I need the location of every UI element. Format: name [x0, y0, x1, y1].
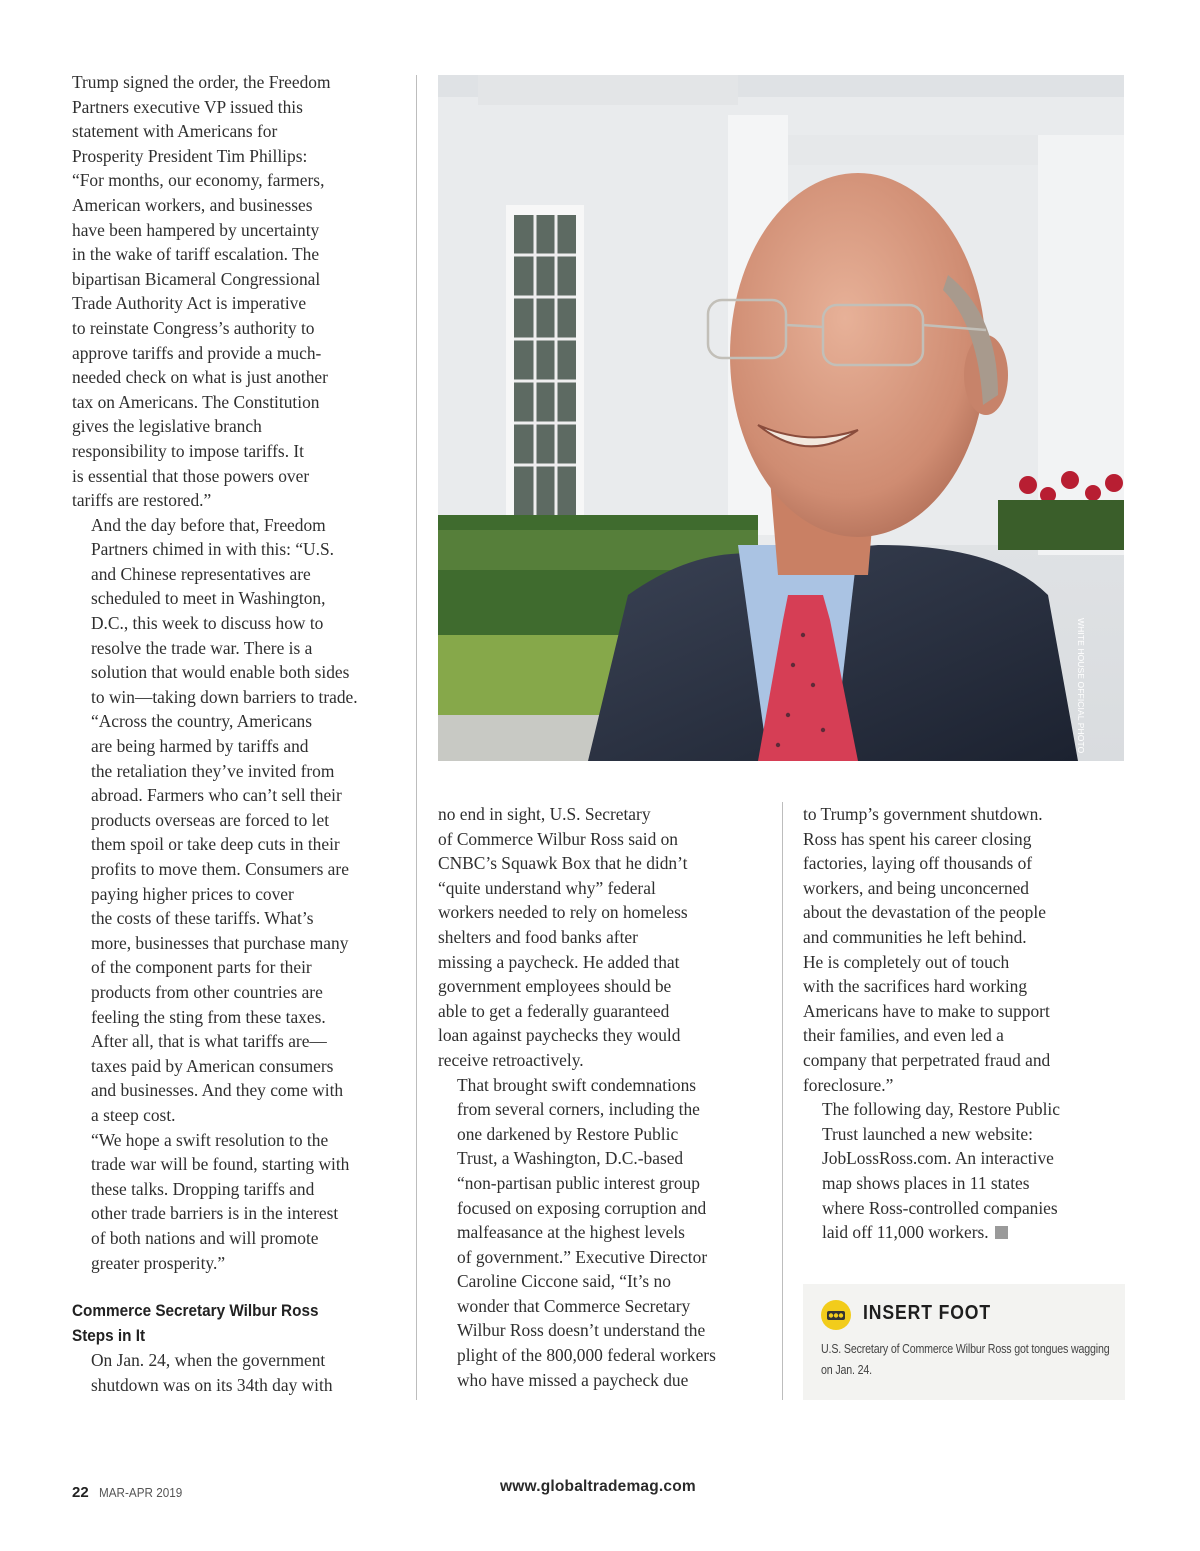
text-line: and businesses. And they come with: [91, 1080, 344, 1101]
text-line: resolve the trade war. There is a: [91, 637, 313, 658]
text-line: are being harmed by tariffs and: [91, 736, 309, 757]
text-line: Americans have to make to support: [803, 1000, 1050, 1021]
text-line: of government.” Executive Director: [457, 1246, 708, 1267]
text-line: Partners executive VP issued this: [72, 96, 303, 117]
text-line: workers, and being unconcerned: [803, 877, 1029, 898]
text-line: “quite understand why” federal: [438, 877, 656, 898]
paragraph: [72, 1128, 402, 1276]
text-line: government employees should be: [438, 976, 672, 997]
end-mark-icon: [995, 1226, 1008, 1239]
folio: [72, 1484, 192, 1502]
text-line: D.C., this week to discuss how to: [91, 613, 324, 634]
paragraph: [803, 802, 1128, 1097]
text-line: taxes paid by American consumers: [91, 1055, 334, 1076]
text-line: and Chinese representatives are: [91, 563, 311, 584]
text-line: the retaliation they’ve invited from: [91, 760, 335, 781]
text-line: paying higher prices to cover: [91, 883, 294, 904]
text-line: bipartisan Bicameral Congressional: [72, 268, 321, 289]
text-line: laid off 11,000 workers.: [803, 1220, 1128, 1245]
text-line: their families, and even led a: [803, 1025, 1004, 1046]
text-line: tax on Americans. The Constitution: [72, 391, 320, 412]
text-line: in the wake of tariff escalation. The: [72, 244, 320, 265]
page-number: 22: [72, 1484, 89, 1501]
subheading-line: Steps in It: [72, 1326, 146, 1346]
text-line: one darkened by Restore Public: [457, 1123, 679, 1144]
wilbur-ross-photo: [438, 75, 1124, 761]
text-line: of the component parts for their: [91, 957, 312, 978]
text-line: missing a paycheck. He added that: [438, 951, 680, 972]
paragraph: [72, 709, 402, 1127]
text-line: gives the legislative branch: [72, 416, 262, 437]
text-line: Wilbur Ross doesn’t understand the: [457, 1320, 706, 1341]
text-line: profits to move them. Consumers are: [91, 859, 349, 879]
text-line: foreclosure.”: [803, 1074, 894, 1095]
subheading: [72, 1298, 369, 1348]
text-line: the costs of these tariffs. What’s: [91, 908, 314, 929]
text-line: other trade barriers is in the interest: [91, 1203, 339, 1224]
text-line: is essential that those powers over: [72, 465, 310, 486]
text-line: factories, laying off thousands of: [803, 853, 1033, 874]
paragraph: [72, 70, 402, 513]
column-rule-right: [782, 802, 783, 1400]
text-line: statement with Americans for: [72, 121, 278, 142]
text-line: Trust launched a new website:: [822, 1123, 1033, 1144]
text-line: greater prosperity.”: [91, 1252, 226, 1273]
text-line: He is completely out of touch: [803, 951, 1010, 972]
text-line: products from other countries are: [91, 981, 323, 1002]
article-column-3: [803, 802, 1128, 1245]
text-line: shelters and food banks after: [438, 926, 638, 947]
text-line: shutdown was on its 34th day with: [91, 1374, 333, 1395]
text-line: products overseas are forced to let: [91, 809, 330, 830]
website-url: www.globaltrademag.com: [500, 1478, 696, 1495]
text-line: solution that would enable both sides: [91, 662, 350, 683]
text-line: of Commerce Wilbur Ross said on: [438, 828, 679, 849]
text-line: Ross has spent his career closing: [803, 828, 1032, 849]
text-line: loan against paychecks they would: [438, 1025, 681, 1046]
insert-caption: [821, 1338, 1110, 1380]
text-line: And the day before that, Freedom: [91, 514, 326, 535]
paragraph: [72, 513, 402, 710]
text-line: feeling the sting from these taxes.: [91, 1006, 326, 1027]
text-line: these talks. Dropping tariffs and: [91, 1178, 315, 1199]
article-column-1: [72, 70, 402, 1397]
text-line: “For months, our economy, farmers,: [72, 170, 325, 191]
text-line: “We hope a swift resolution to the: [91, 1129, 329, 1150]
text-line: about the devastation of the people: [803, 902, 1046, 923]
text-line: them spoil or take deep cuts in their: [91, 834, 340, 855]
issue-date: MAR-APR 2019: [99, 1485, 183, 1500]
text-line: JobLossRoss.com. An interactive: [822, 1148, 1054, 1169]
text-line: American workers, and businesses: [72, 194, 313, 215]
text-line: Prosperity President Tim Phillips:: [72, 145, 308, 166]
text-line: a steep cost.: [91, 1104, 176, 1125]
text-line: Trade Authority Act is imperative: [72, 293, 307, 314]
text-line: plight of the 800,000 federal workers: [457, 1345, 716, 1366]
insert-title: INSERT FOOT: [863, 1302, 991, 1324]
foot-icon: [821, 1300, 851, 1330]
text-line: malfeasance at the highest levels: [457, 1222, 685, 1243]
text-line: Partners chimed in with this: “U.S.: [91, 539, 334, 560]
text-line: On Jan. 24, when the government: [91, 1350, 326, 1371]
text-line: tariffs are restored.”: [72, 490, 212, 511]
text-line: needed check on what is just another: [72, 367, 328, 388]
text-line: “non-partisan public interest group: [457, 1172, 700, 1193]
text-line: The following day, Restore Public: [822, 1099, 1060, 1120]
text-line: approve tariffs and provide a much-: [72, 342, 322, 363]
text-line: able to get a federally guaranteed: [438, 1000, 670, 1021]
text-line: Trust, a Washington, D.C.-based: [457, 1148, 684, 1169]
caption-line: on Jan. 24.: [821, 1362, 872, 1377]
text-line: map shows places in 11 states: [822, 1172, 1030, 1193]
text-line: who have missed a paycheck due: [457, 1369, 689, 1390]
text-line: trade war will be found, starting with: [91, 1154, 350, 1175]
text-line: to win—taking down barriers to trade.: [91, 686, 358, 707]
text-line: abroad. Farmers who can’t sell their: [91, 785, 342, 806]
text-line: with the sacrifices hard working: [803, 976, 1028, 997]
text-line: from several corners, including the: [457, 1099, 700, 1120]
text-line: Caroline Ciccone said, “It’s no: [457, 1271, 671, 1292]
text-line: no end in sight, U.S. Secretary: [438, 804, 651, 824]
text-line: focused on exposing corruption and: [457, 1197, 707, 1218]
text-line: workers needed to rely on homeless: [438, 902, 688, 923]
text-line: where Ross-controlled companies: [822, 1197, 1058, 1218]
text-line: scheduled to meet in Washington,: [91, 588, 326, 609]
text-line: Trump signed the order, the Freedom: [72, 72, 331, 92]
text-line: That brought swift condemnations: [457, 1074, 697, 1095]
text-line: to Trump’s government shutdown.: [803, 804, 1043, 824]
text-line: and communities he left behind.: [803, 926, 1027, 947]
text-line: have been hampered by uncertainty: [72, 219, 320, 240]
text-line: receive retroactively.: [438, 1049, 584, 1070]
text-line: company that perpetrated fraud and: [803, 1049, 1051, 1070]
column-rule-left: [416, 75, 417, 1400]
text-line: CNBC’s Squawk Box that he didn’t: [438, 853, 688, 874]
paragraph: [803, 1097, 1128, 1245]
photo-credit: WHITE HOUSE OFFICIAL PHOTO: [1076, 618, 1086, 754]
text-line: After all, that is what tariffs are—: [91, 1031, 327, 1052]
paragraph: [438, 802, 763, 1073]
caption-line: U.S. Secretary of Commerce Wilbur Ross got tongues wagging: [821, 1341, 1110, 1356]
paragraph: [438, 1073, 763, 1393]
insert-foot-box: [803, 1284, 1125, 1400]
text-line: more, businesses that purchase many: [91, 932, 349, 953]
article-column-2: [438, 802, 763, 1392]
text-line: responsibility to impose tariffs. It: [72, 440, 305, 461]
subheading-line: Commerce Secretary Wilbur Ross: [72, 1301, 319, 1321]
paragraph: [72, 1348, 402, 1397]
text-line: wonder that Commerce Secretary: [457, 1295, 691, 1316]
text-line: of both nations and will promote: [91, 1227, 319, 1248]
text-line: “Across the country, Americans: [91, 711, 313, 732]
text-line: to reinstate Congress’s authority to: [72, 317, 315, 338]
